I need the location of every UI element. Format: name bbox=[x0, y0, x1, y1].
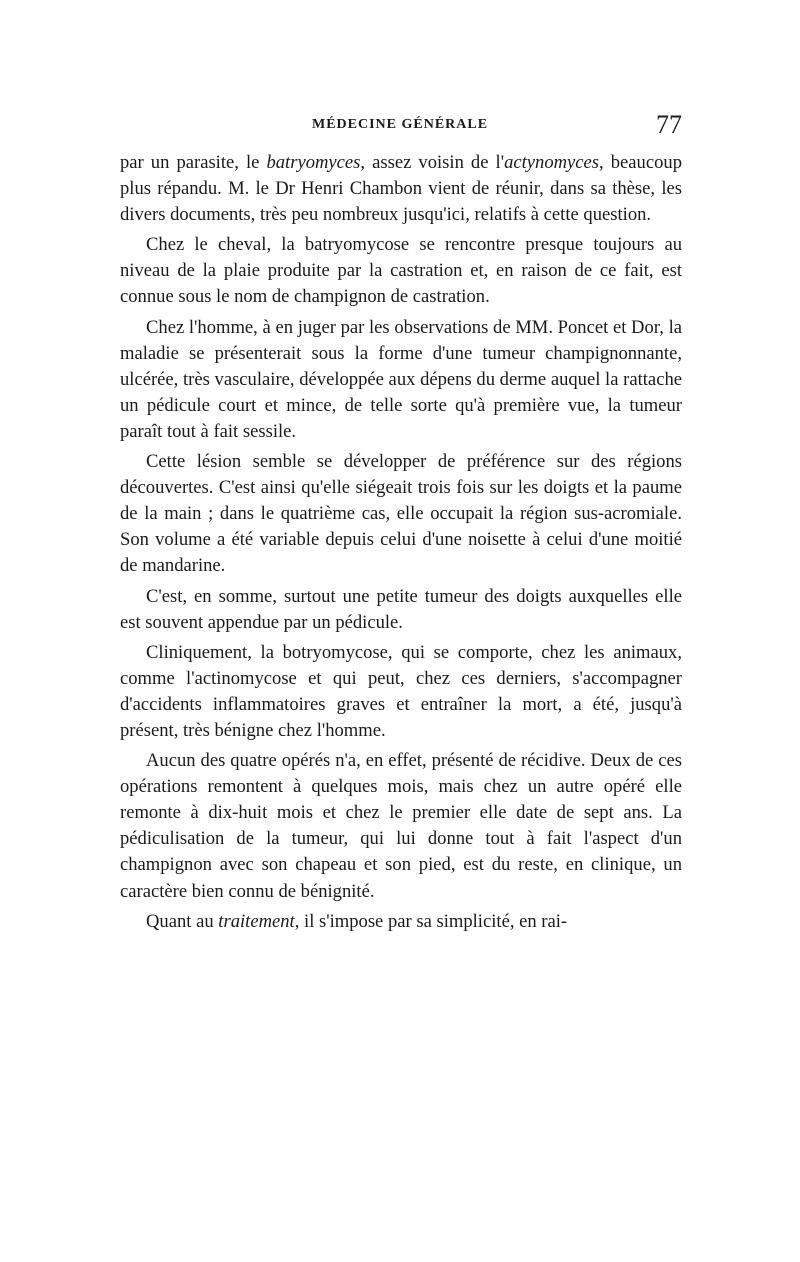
paragraph-1-part-c: , beaucoup plus répandu. M. le Dr Henri Chambon vient de réunir, dans sa thèse, les divers documents, très peu nombreux jusqu'ici, relatifs à cette question. bbox=[120, 152, 682, 226]
body-text bbox=[120, 150, 682, 939]
paragraph-4: Cette lésion semble se développer de préférence sur des régions découvertes. C'est ainsi qu'elle siégeait trois fois sur les doigts et la paume de la main ; dans le quatrième cas, elle occupait la région sus-acromiale. Son volume a été variable depuis celui d'une noisette à celui d'une moitié de mandarine. bbox=[120, 451, 682, 577]
paragraph-5: C'est, en somme, surtout une petite tumeur des doigts auxquelles elle est souvent appendue par un pédicule. bbox=[120, 585, 682, 633]
paragraph-2: Chez le cheval, la batryomycose se rencontre presque toujours au niveau de la plaie produite par la castration et, en raison de ce fait, est connue sous le nom de champignon de castration. bbox=[120, 234, 682, 308]
paragraph-8 bbox=[120, 909, 682, 935]
paragraph-1-part-a: par un parasite, le bbox=[120, 152, 267, 173]
italic-term-traitement: traitement bbox=[218, 910, 295, 932]
paragraph-3: Chez l'homme, à en juger par les observations de MM. Poncet et Dor, la maladie se présenterait sous la forme d'une tumeur champignonnante, ulcérée, très vasculaire, développée aux dépens du derme auquel la rattache un pédicule court et mince, de telle sorte qu'à première vue, la tumeur paraît tout à fait sessile. bbox=[120, 316, 682, 442]
paragraph-8-part-a: Quant au bbox=[146, 910, 219, 932]
paragraph-8-part-b: , il s'impose par sa simplicité, en rai- bbox=[294, 910, 568, 932]
page-header bbox=[120, 110, 682, 140]
running-title: MÉDECINE GÉNÉRALE bbox=[312, 117, 489, 132]
paragraph-1-part-b: , assez voisin de l' bbox=[360, 152, 505, 173]
paragraph-6: Cliniquement, la botryomycose, qui se comporte, chez les animaux, comme l'actinomycose et qui peut, chez ces derniers, s'accompagner d'accidents inflammatoires graves et entraîner la mort, a été, jusqu'à présent, très bénigne chez l'homme. bbox=[120, 641, 682, 741]
page-number: 77 bbox=[656, 110, 682, 139]
italic-term-batryomyces: batryomyces bbox=[266, 152, 361, 173]
paragraph-1 bbox=[120, 150, 682, 228]
paragraph-7: Aucun des quatre opérés n'a, en effet, présenté de récidive. Deux de ces opérations remontent à quelques mois, mais chez un autre opéré elle remonte à dix-huit mois et chez le premier elle date de sept ans. La pédiculisation de la tumeur, qui lui donne tout à fait l'aspect d'un champignon avec son chapeau et son pied, est du reste, en clinique, un caractère bien connu de bénignité. bbox=[120, 750, 682, 902]
italic-term-actynomyces: actynomyces bbox=[504, 152, 600, 173]
